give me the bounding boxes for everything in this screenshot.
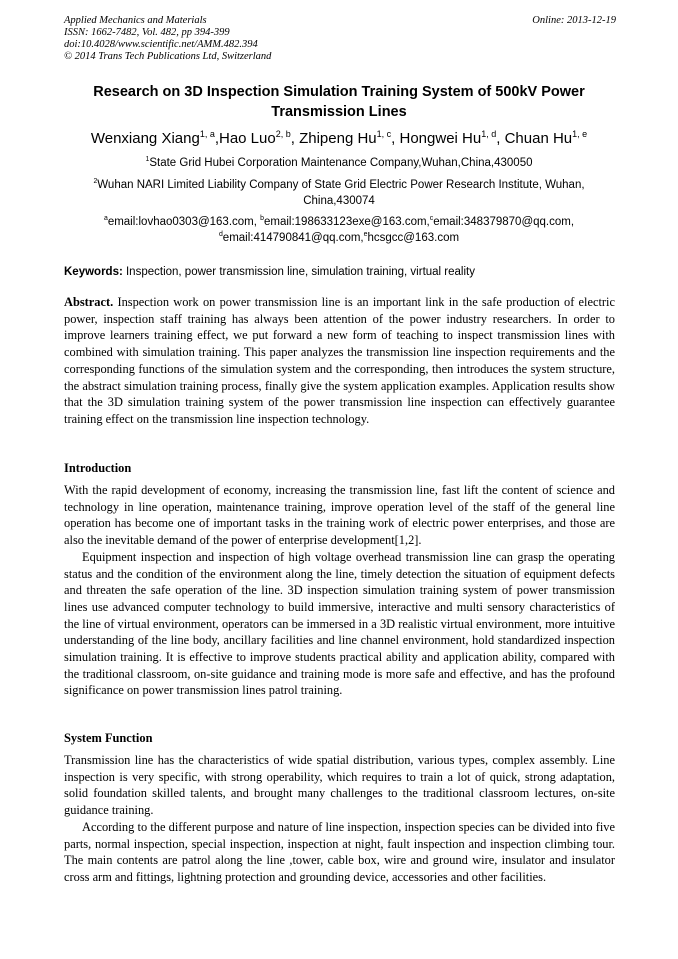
copyright-line: © 2014 Trans Tech Publications Ltd, Switzerland	[64, 51, 272, 62]
paragraph: According to the different purpose and nature of line inspection, inspection species can be divided into five parts, normal inspection, special inspection, inspection at night, fault inspection and inspection climbing tour. The main contents are patrol along the line ,tower, cable box, wire and ground wire, insulator and insulator cross arm and fittings, lightning protection and grounding device, accessories and other facilities.	[64, 819, 615, 884]
author-affil-mark: 2, b	[275, 129, 291, 139]
email-mark: c	[429, 215, 434, 223]
affiliation-2	[62, 177, 616, 209]
abstract-label: Abstract.	[64, 295, 114, 309]
affiliation-text: Wuhan NARI Limited Liability Company of State Grid Electric Power Research Institute, Wuhan,	[97, 179, 585, 191]
email-mark: b	[260, 215, 264, 223]
section-heading-introduction: Introduction	[64, 461, 132, 475]
email-mark: e	[363, 231, 368, 239]
email-address[interactable]: email:198633123exe@163.com,	[263, 216, 430, 228]
author-name: Wenxiang Xiang	[90, 130, 200, 147]
affiliation-text: State Grid Hubei Corporation Maintenance Company,Wuhan,China,430050	[149, 157, 533, 169]
issn-line: ISSN: 1662-7482, Vol. 482, pp 394-399	[64, 27, 230, 38]
doi-line: doi:10.4028/www.scientific.net/AMM.482.394	[64, 39, 258, 50]
title-line-1: Research on 3D Inspection Simulation Training System of 500kV Power	[93, 84, 585, 100]
paragraph: With the rapid development of economy, increasing the transmission line, fast lift the content of science and technology in line operation, maintenance training, improve operation level of the staff of the general line operation has become one of important tasks in the training work of electric power enterprises, and those are also the inevitable demand of the power of enterprise development[1,2].	[64, 483, 615, 548]
keywords-label: Keywords:	[64, 266, 123, 278]
author-name: Zhipeng Hu	[299, 130, 377, 147]
keywords-line	[64, 264, 616, 280]
journal-header	[64, 15, 271, 63]
author-affil-mark: 1, c	[376, 129, 392, 139]
email-list	[62, 214, 616, 246]
author-name: Hao Luo	[219, 130, 276, 147]
keywords-text: Inspection, power transmission line, simulation training, virtual reality	[122, 266, 475, 278]
author-list	[40, 128, 638, 150]
system-function-body	[64, 752, 615, 886]
email-address[interactable]: email:414790841@qq.com,	[222, 232, 364, 244]
author-affil-mark: 1, e	[572, 129, 588, 139]
email-address[interactable]: email:348379870@qq.com,	[433, 216, 575, 228]
affiliation-text-cont: China,430074	[303, 195, 375, 207]
abstract	[64, 294, 615, 428]
affiliation-1	[62, 155, 616, 171]
section-heading-system-function: System Function	[64, 731, 153, 745]
affiliation-number: 1	[145, 156, 150, 164]
author-separator: ,	[290, 130, 300, 147]
journal-name: Applied Mechanics and Materials	[64, 15, 207, 26]
author-separator: ,	[391, 130, 400, 147]
author-affil-mark: 1, d	[481, 129, 497, 139]
abstract-text: Inspection work on power transmission line is an important link in the safe production of electric power, inspection staff training has always been attention of the power industry researchers. In order to improve learners training effect, we put forward a new form of teaching to inspect transmission lines with combined with simulation training. This paper analyzes the transmission line inspection requirements and the corresponding functions of the simulation system and the corresponding, then introduces the system structure, the abstract simulation training process, finally give the system application examples. Application results show that the 3D simulation training system of the power transmission line inspection can effectively guarantee training effect on the transmission line inspection technology.	[64, 295, 615, 426]
introduction-body	[64, 482, 615, 699]
email-mark: a	[103, 215, 108, 223]
title-line-2: Transmission Lines	[271, 104, 407, 120]
author-separator: ,	[214, 130, 219, 147]
author-name: Chuan Hu	[504, 130, 573, 147]
online-date: Online: 2013-12-19	[532, 15, 616, 26]
email-address[interactable]: hcsgcc@163.com	[367, 232, 460, 244]
email-address[interactable]: email:lovhao0303@163.com,	[107, 216, 261, 228]
author-affil-mark: 1, a	[199, 129, 215, 139]
affiliation-number: 2	[93, 178, 98, 186]
email-mark: d	[218, 231, 223, 239]
paragraph: Equipment inspection and inspection of high voltage overhead transmission line can grasp the operating status and the condition of the environment along the line, timely detection the situation of equipment defects and threaten the safe operation of the line. 3D inspection simulation training system of power transmission lines use advanced computer technology to build immersive, interactive and multi sensory characteristics of the line of virtual environment, operators can be immersed in a 3D realistic virtual environment, more intuitive understanding of the line body, ancillary facilities and line channel environment, hold standardized inspection simulation training. It is effective to improve students practical ability and application ability, compared with the traditional classroom, on-site guidance and training mode is more safe and effective, and has the profound significance on power transmission lines patrol training.	[64, 549, 615, 698]
author-name: Hongwei Hu	[399, 130, 482, 147]
author-separator: ,	[496, 130, 505, 147]
paper-title	[60, 82, 618, 122]
paragraph: Transmission line has the characteristics of wide spatial distribution, various types, complex assembly. Line inspection is very specific, with strong operability, which requires to train a lot of quick, strong adaptation, solid foundation skilled talents, and brought many challenges to the traditional classroom lectures, on-site guidance training.	[64, 753, 615, 818]
